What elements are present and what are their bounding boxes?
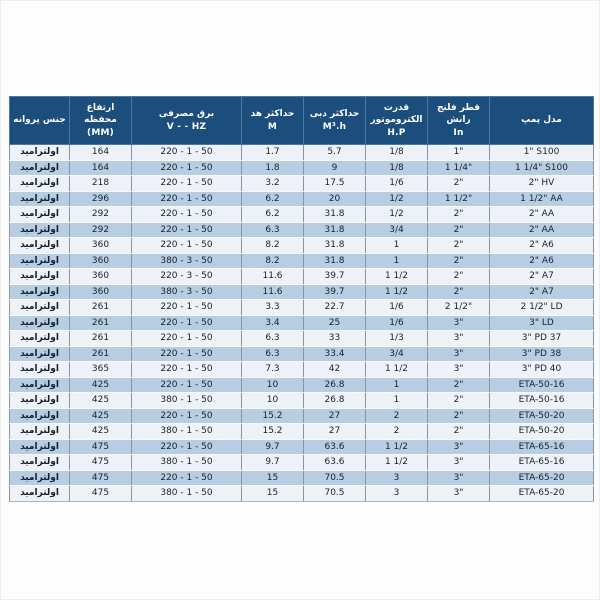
table-cell: 1.8 [242, 160, 304, 176]
table-cell: 2" [428, 408, 490, 424]
table-cell: اولترامید [10, 362, 70, 378]
table-cell: 2" [428, 253, 490, 269]
table-cell: 5.7 [304, 145, 366, 161]
table-row [10, 455, 594, 471]
table-cell: 8.2 [242, 238, 304, 254]
table-cell: 3" [428, 455, 490, 471]
table-cell: اولترامید [10, 486, 70, 502]
table-cell: اولترامید [10, 284, 70, 300]
header-label-en: M [267, 121, 278, 132]
table-row [10, 424, 594, 440]
table-cell: 1 1/4" S100 [490, 160, 594, 176]
table-cell: 6.2 [242, 207, 304, 223]
table-cell: 220 - 1 - 50 [132, 362, 242, 378]
table-cell: 475 [70, 486, 132, 502]
table-cell: 42 [304, 362, 366, 378]
table-cell: ETA-65-16 [490, 455, 594, 471]
table-cell: 63.6 [304, 455, 366, 471]
table-cell: 220 - 1 - 50 [132, 315, 242, 331]
table-row [10, 470, 594, 486]
table-cell: 220 - 1 - 50 [132, 207, 242, 223]
table-cell: 218 [70, 176, 132, 192]
header-discharge-flange-diameter [428, 97, 490, 145]
header-label-fa: حداکثر هد [250, 109, 295, 120]
table-cell: 220 - 1 - 50 [132, 191, 242, 207]
table-cell: 475 [70, 455, 132, 471]
table-cell: 63.6 [304, 439, 366, 455]
table-cell: 10 [242, 377, 304, 393]
pump-spec-table [9, 96, 594, 502]
table-cell: 9 [304, 160, 366, 176]
table-cell: 3" [428, 439, 490, 455]
table-cell: اولترامید [10, 253, 70, 269]
table-cell: 220 - 1 - 50 [132, 408, 242, 424]
table-cell: 292 [70, 222, 132, 238]
table-cell: 2" HV [490, 176, 594, 192]
header-label-en: H.P [387, 127, 406, 138]
table-cell: 3.2 [242, 176, 304, 192]
table-cell: 2" [428, 284, 490, 300]
table-cell: 31.8 [304, 222, 366, 238]
table-cell: 3" LD [490, 315, 594, 331]
table-row [10, 284, 594, 300]
table-cell: 1 1/2 [366, 269, 428, 285]
table-cell: 475 [70, 470, 132, 486]
table-cell: 9.7 [242, 455, 304, 471]
table-row [10, 486, 594, 502]
table-cell: 3" [428, 486, 490, 502]
table-cell: 1.7 [242, 145, 304, 161]
table-cell: 1 1/2 [366, 439, 428, 455]
table-cell: 2 1/2" LD [490, 300, 594, 316]
table-cell: اولترامید [10, 393, 70, 409]
table-cell: 70.5 [304, 470, 366, 486]
table-cell: 2" [428, 377, 490, 393]
table-cell: 164 [70, 145, 132, 161]
header-chamber-height [70, 97, 132, 145]
table-cell: 1/6 [366, 300, 428, 316]
table-cell: 2" [428, 238, 490, 254]
table-cell: 3.3 [242, 300, 304, 316]
table-row [10, 238, 594, 254]
table-cell: 1/2 [366, 207, 428, 223]
table-row [10, 393, 594, 409]
table-cell: 360 [70, 284, 132, 300]
table-row [10, 362, 594, 378]
table-cell: 220 - 1 - 50 [132, 439, 242, 455]
table-cell: اولترامید [10, 176, 70, 192]
table-cell: 3" PD 38 [490, 346, 594, 362]
table-cell: 360 [70, 269, 132, 285]
table-cell: 3" [428, 470, 490, 486]
table-cell: 1/6 [366, 176, 428, 192]
table-cell: اولترامید [10, 222, 70, 238]
table-cell: 292 [70, 207, 132, 223]
table-cell: ETA-65-20 [490, 470, 594, 486]
header-label-fa: حداکثر دبی [309, 109, 360, 120]
table-cell: 15 [242, 470, 304, 486]
table-cell: اولترامید [10, 439, 70, 455]
table-row [10, 346, 594, 362]
table-cell: 6.3 [242, 346, 304, 362]
table-cell: 164 [70, 160, 132, 176]
header-row [10, 97, 594, 145]
table-cell: 1 1/2 [366, 284, 428, 300]
header-label-en: M³.h [322, 121, 347, 132]
table-cell: 220 - 1 - 50 [132, 300, 242, 316]
table-cell: 2" A6 [490, 253, 594, 269]
table-cell: 261 [70, 300, 132, 316]
table-cell: 25 [304, 315, 366, 331]
table-cell: 11.6 [242, 269, 304, 285]
header-impeller-material [10, 97, 70, 145]
table-cell: 26.8 [304, 377, 366, 393]
table-cell: 22.7 [304, 300, 366, 316]
header-label-fa: قطر فلنج رانش [436, 103, 481, 126]
header-label-en: In [453, 127, 464, 138]
table-cell: 10 [242, 393, 304, 409]
table-cell: 380 - 1 - 50 [132, 393, 242, 409]
table-row [10, 331, 594, 347]
table-cell: 3" [428, 362, 490, 378]
table-cell: 1" [428, 145, 490, 161]
table-cell: 1/3 [366, 331, 428, 347]
table-cell: 3 [366, 470, 428, 486]
table-cell: 220 - 3 - 50 [132, 269, 242, 285]
table-cell: 17.5 [304, 176, 366, 192]
table-cell: اولترامید [10, 315, 70, 331]
table-cell: 3/4 [366, 346, 428, 362]
table-cell: 380 - 1 - 50 [132, 486, 242, 502]
table-cell: 2 [366, 424, 428, 440]
table-cell: ETA-65-20 [490, 486, 594, 502]
table-cell: 20 [304, 191, 366, 207]
table-cell: 261 [70, 331, 132, 347]
table-cell: 220 - 1 - 50 [132, 222, 242, 238]
table-cell: 220 - 1 - 50 [132, 470, 242, 486]
table-cell: ETA-65-16 [490, 439, 594, 455]
table-row [10, 315, 594, 331]
table-cell: 425 [70, 393, 132, 409]
table-cell: اولترامید [10, 346, 70, 362]
table-cell: ETA-50-20 [490, 408, 594, 424]
table-row [10, 253, 594, 269]
table-cell: 2" [428, 269, 490, 285]
table-cell: 7.3 [242, 362, 304, 378]
table-cell: 3.4 [242, 315, 304, 331]
table-cell: 9.7 [242, 439, 304, 455]
table-cell: 27 [304, 408, 366, 424]
table-row [10, 207, 594, 223]
table-cell: 220 - 1 - 50 [132, 160, 242, 176]
table-cell: 39.7 [304, 269, 366, 285]
table-cell: اولترامید [10, 331, 70, 347]
table-row [10, 300, 594, 316]
table-cell: 1/2 [366, 191, 428, 207]
table-cell: 31.8 [304, 238, 366, 254]
table-cell: اولترامید [10, 455, 70, 471]
table-cell: 1 1/2" AA [490, 191, 594, 207]
table-cell: 2" A7 [490, 269, 594, 285]
table-cell: 33.4 [304, 346, 366, 362]
table-cell: 1/6 [366, 315, 428, 331]
table-cell: اولترامید [10, 424, 70, 440]
table-cell: 1 [366, 377, 428, 393]
table-cell: 15.2 [242, 408, 304, 424]
table-cell: 296 [70, 191, 132, 207]
table-cell: 33 [304, 331, 366, 347]
table-cell: 3" [428, 315, 490, 331]
table-cell: 8.2 [242, 253, 304, 269]
table-cell: 220 - 1 - 50 [132, 346, 242, 362]
table-cell: 1 1/4" [428, 160, 490, 176]
table-cell: اولترامید [10, 145, 70, 161]
table-cell: 1/8 [366, 145, 428, 161]
table-cell: 3 [366, 486, 428, 502]
table-cell: 425 [70, 424, 132, 440]
header-label-fa: ارتفاع محفظه [84, 103, 117, 126]
table-cell: 2" [428, 222, 490, 238]
table-cell: 15 [242, 486, 304, 502]
table-cell: اولترامید [10, 191, 70, 207]
table-cell: 475 [70, 439, 132, 455]
table-cell: 425 [70, 377, 132, 393]
table-cell: 3/4 [366, 222, 428, 238]
table-cell: 380 - 1 - 50 [132, 455, 242, 471]
table-cell: 380 - 3 - 50 [132, 284, 242, 300]
header-label-en: (MM) [87, 127, 114, 138]
table-cell: 2" [428, 207, 490, 223]
table-cell: 261 [70, 346, 132, 362]
table-cell: 6.2 [242, 191, 304, 207]
table-row [10, 145, 594, 161]
header-pump-model [490, 97, 594, 145]
table-cell: ETA-50-16 [490, 377, 594, 393]
table-cell: 1 1/2 [366, 362, 428, 378]
table-cell: 6.3 [242, 331, 304, 347]
header-label-fa: جنس پروانه [13, 115, 66, 126]
table-cell: 360 [70, 253, 132, 269]
table-cell: 360 [70, 238, 132, 254]
table-cell: 31.8 [304, 207, 366, 223]
table-cell: 220 - 1 - 50 [132, 377, 242, 393]
table-cell: ETA-50-20 [490, 424, 594, 440]
table-row [10, 269, 594, 285]
table-cell: 31.8 [304, 253, 366, 269]
table-cell: 1" S100 [490, 145, 594, 161]
table-cell: 1 1/2 [366, 455, 428, 471]
table-cell: 2" [428, 176, 490, 192]
header-label-en: V - - HZ [166, 121, 207, 132]
table-cell: 1/8 [366, 160, 428, 176]
table-cell: 1 [366, 253, 428, 269]
table-cell: 3" PD 37 [490, 331, 594, 347]
table-row [10, 222, 594, 238]
table-row [10, 439, 594, 455]
table-row [10, 377, 594, 393]
table-cell: 425 [70, 408, 132, 424]
table-cell: 1 [366, 238, 428, 254]
table-cell: 2 1/2" [428, 300, 490, 316]
header-label-fa: قدرت الکتروموتور [370, 103, 423, 126]
header-motor-power [366, 97, 428, 145]
table-cell: اولترامید [10, 207, 70, 223]
table-cell: 220 - 1 - 50 [132, 176, 242, 192]
table-row [10, 160, 594, 176]
table-cell: 365 [70, 362, 132, 378]
table-cell: 2" AA [490, 222, 594, 238]
table-row [10, 408, 594, 424]
header-max-head [242, 97, 304, 145]
table-cell: 261 [70, 315, 132, 331]
table-cell: 70.5 [304, 486, 366, 502]
table-cell: اولترامید [10, 160, 70, 176]
table-cell: 15.2 [242, 424, 304, 440]
table-cell: 220 - 1 - 50 [132, 331, 242, 347]
header-max-flow [304, 97, 366, 145]
table-cell: 39.7 [304, 284, 366, 300]
table-cell: اولترامید [10, 238, 70, 254]
table-cell: اولترامید [10, 470, 70, 486]
table-cell: 220 - 1 - 50 [132, 145, 242, 161]
table-cell: 2" [428, 424, 490, 440]
table-cell: 26.8 [304, 393, 366, 409]
table-cell: 3" [428, 331, 490, 347]
table-cell: 1 [366, 393, 428, 409]
table-cell: 3" [428, 346, 490, 362]
table-cell: 6.3 [242, 222, 304, 238]
table-cell: اولترامید [10, 377, 70, 393]
table-cell: 1 1/2" [428, 191, 490, 207]
table-cell: ETA-50-16 [490, 393, 594, 409]
table-cell: 11.6 [242, 284, 304, 300]
table-cell: 2 [366, 408, 428, 424]
table-cell: 2" A7 [490, 284, 594, 300]
table-cell: 3" PD 40 [490, 362, 594, 378]
header-label-fa: برق مصرفی [158, 109, 215, 120]
table-cell: 380 - 3 - 50 [132, 253, 242, 269]
table-cell: 380 - 1 - 50 [132, 424, 242, 440]
table-cell: 2" AA [490, 207, 594, 223]
table-cell: اولترامید [10, 269, 70, 285]
table-cell: اولترامید [10, 300, 70, 316]
table-cell: 220 - 1 - 50 [132, 238, 242, 254]
header-label-fa: مدل پمپ [521, 115, 562, 126]
table-row [10, 176, 594, 192]
table-cell: اولترامید [10, 408, 70, 424]
table-cell: 27 [304, 424, 366, 440]
table-cell: 2" [428, 393, 490, 409]
table-row [10, 191, 594, 207]
table-cell: 2" A6 [490, 238, 594, 254]
header-power-supply [132, 97, 242, 145]
